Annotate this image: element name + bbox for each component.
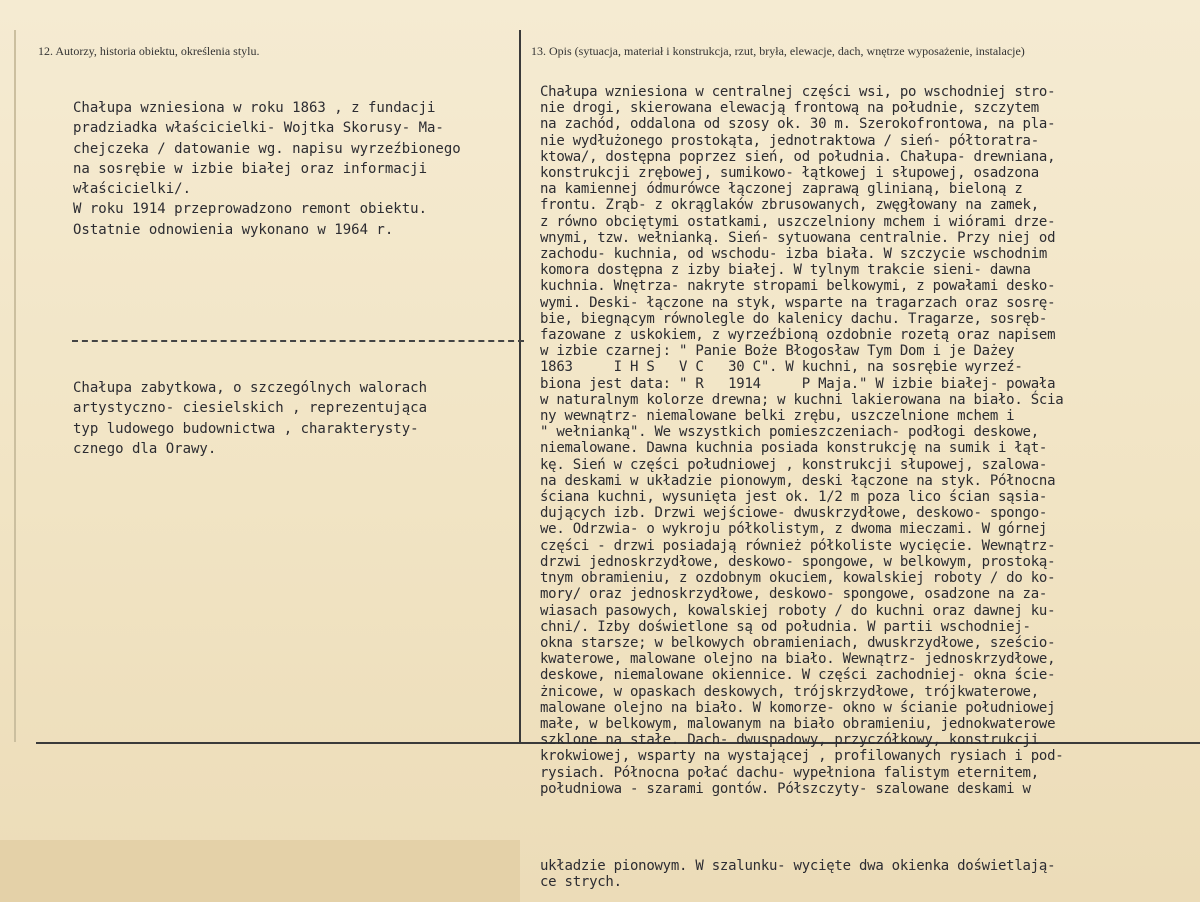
- description-line: tnym obramieniu, z ozdobnym okuciem, kowalskiej roboty / do ko-: [540, 570, 1056, 587]
- description-line: dujących izb. Drzwi wejściowe- dwuskrzydłowe, deskowo- spongo-: [540, 505, 1048, 522]
- description-line: drzwi jednoskrzydłowe, deskowo- spongowe, w belkowym, prostoką-: [540, 553, 1056, 570]
- history-line: Ostatnie odnowienia wykonano w 1964 r.: [73, 221, 394, 238]
- description-line: konstrukcji zrębowej, sumikowo- łątkowej i słupowej, osadzona: [540, 165, 1039, 182]
- section-12-header: 12. Autorzy, historia obiektu, określenia stylu.: [38, 44, 260, 58]
- description-line: ktowa/, dostępna poprzez sień, od południa. Chałupa- drewniana,: [540, 148, 1056, 165]
- description-line: części - drzwi posiadają również półkoliste wycięcie. Wewnątrz-: [540, 537, 1056, 554]
- description-line: wymi. Deski- łączone na styk, wsparte na tragarzach oraz sosrę-: [540, 294, 1056, 311]
- description-line: z równo obciętymi ostatkami, uszczelniony mchem i wiórami drze-: [540, 213, 1056, 230]
- style-line: artystyczno- ciesielskich , reprezentująca: [73, 400, 428, 417]
- description-line: małe, w belkowym, malowanym na biało obramieniu, jednokwaterowe: [540, 715, 1056, 732]
- history-line: na sosrębie w izbie białej oraz informacji: [73, 160, 428, 177]
- description-line: deskowe, niemalowane okiennice. W części zachodniej- okna ście-: [540, 667, 1056, 684]
- description-line: biona jest data: " R 1914 P Maja." W izbie białej- powała: [540, 375, 1056, 392]
- description-line: " wełnianką". We wszystkich pomieszczeniach- podłogi deskowe,: [540, 424, 1039, 441]
- style-text: [73, 378, 427, 459]
- description-line: na kamiennej ódmurówce łączonej zaprawą glinianą, bieloną z: [540, 181, 1023, 198]
- description-line: ny wewnątrz- niemalowane belki zrębu, uszczelnione mchem i: [540, 408, 1015, 425]
- description-line: na deskami w układzie pionowym, deski łączone na styk. Północna: [540, 472, 1056, 489]
- description-line: we. Odrzwia- o wykroju półkolistym, z dwoma mieczami. W górnej: [540, 521, 1048, 538]
- description-line: zachodu- kuchnia, od wschodu- izba biała. W szczycie wschodnim: [540, 246, 1048, 263]
- description-line: malowane olejno na biało. W komorze- okno w ścianie południowej: [540, 699, 1056, 716]
- description-line: fazowane z uskokiem, z wyrzeźbioną ozdobnie rozetą oraz napisem: [540, 327, 1056, 344]
- description-line: nie wydłużonego prostokąta, jednotraktowa / sień- półtoratra-: [540, 132, 1039, 149]
- description-line: szklone na stałe. Dach- dwuspadowy, przyczółkowy, konstrukcji: [540, 732, 1039, 749]
- description-line: nie drogi, skierowana elewacją frontową na południe, szczytem: [540, 100, 1039, 117]
- description-line: kuchnia. Wnętrza- nakryte stropami belkowymi, z powałami desko-: [540, 278, 1056, 295]
- column-divider: [519, 30, 521, 742]
- description-line: w naturalnym kolorze drewna; w kuchni lakierowana na biało. Ścia: [540, 391, 1064, 408]
- description-text: [540, 84, 1063, 797]
- description-line: rysiach. Północna połać dachu- wypełniona falistym eternitem,: [540, 764, 1039, 781]
- description-line: na zachód, oddalona od szosy ok. 30 m. Szerokofrontowa, na pla-: [540, 116, 1056, 133]
- description-tail-line: ce strych.: [540, 874, 622, 891]
- description-line: bie, biegnącym równolegle do kalenicy dachu. Tragarze, sosręb-: [540, 310, 1048, 327]
- left-margin-line: [14, 30, 16, 742]
- history-line: właścicielki/.: [73, 181, 192, 198]
- description-line: mory/ oraz jednoskrzydłowe, deskowo- spongowe, osadzone na za-: [540, 586, 1048, 603]
- history-text: [73, 98, 461, 240]
- description-line: Chałupa wzniesiona w centralnej części wsi, po wschodniej stro-: [540, 84, 1056, 100]
- paper-edge-shadow: [0, 840, 520, 902]
- history-line: chejczeka / datowanie wg. napisu wyrzeźbionego: [73, 140, 461, 157]
- description-line: kwaterowe, malowane olejno na biało. Wewnątrz- jednoskrzydłowe,: [540, 651, 1056, 668]
- description-tail-line: układzie pionowym. W szalunku- wycięte dwa okienka doświetlają-: [540, 858, 1056, 874]
- description-line: wiasach pasowych, kowalskiej roboty / do kuchni oraz dawnej ku-: [540, 602, 1056, 619]
- description-line: ściana kuchni, wysunięta jest ok. 1/2 m poza lico ścian sąsia-: [540, 489, 1048, 506]
- description-line: niemalowane. Dawna kuchnia posiada konstrukcję na sumik i łąt-: [540, 440, 1048, 457]
- history-line: W roku 1914 przeprowadzono remont obiektu.: [73, 201, 428, 218]
- style-line: typ ludowego budownictwa , charakterysty-: [73, 420, 419, 437]
- description-line: krokwiowej, wsparty na wystającej , profilowanych rysiach i pod-: [540, 748, 1064, 765]
- section-13-header: 13. Opis (sytuacja, materiał i konstrukcja, rzut, bryła, elewacje, dach, wnętrze wyposażenie, instalacje): [531, 44, 1025, 58]
- description-line: wnymi, tzw. wełnianką. Sień- sytuowana centralnie. Przy niej od: [540, 229, 1056, 246]
- style-line: Chałupa zabytkowa, o szczególnych walorach: [73, 380, 428, 396]
- history-line: Chałupa wzniesiona w roku 1863 , z fundacji: [73, 100, 436, 116]
- description-tail-text: [540, 858, 1055, 890]
- dashed-separator: [72, 340, 524, 342]
- style-line: cznego dla Orawy.: [73, 440, 217, 457]
- description-line: żnicowe, w opaskach deskowych, trójskrzydłowe, trójkwaterowe,: [540, 683, 1039, 700]
- description-line: chni/. Izby doświetlone są od południa. W partii wschodniej-: [540, 618, 1031, 635]
- description-line: 1863 I H S V C 30 C". W kuchni, na sosrębie wyrzeź-: [540, 359, 1023, 376]
- description-line: komora dostępna z izby białej. W tylnym trakcie sieni- dawna: [540, 262, 1031, 279]
- description-line: okna starsze; w belkowych obramieniach, dwuskrzydłowe, sześcio-: [540, 634, 1056, 651]
- history-line: pradziadka właścicielki- Wojtka Skorusy- Ma-: [73, 120, 444, 137]
- description-line: południowa - szarami gontów. Półszczyty- szalowane deskami w: [540, 780, 1031, 797]
- description-line: w izbie czarnej: " Panie Boże Błogosław Tym Dom i je Dażey: [540, 343, 1015, 360]
- description-line: frontu. Zrąb- z okrąglaków zbrusowanych, zwęgłowany na zamek,: [540, 197, 1039, 214]
- description-line: kę. Sień w części południowej , konstrukcji słupowej, szalowa-: [540, 456, 1048, 473]
